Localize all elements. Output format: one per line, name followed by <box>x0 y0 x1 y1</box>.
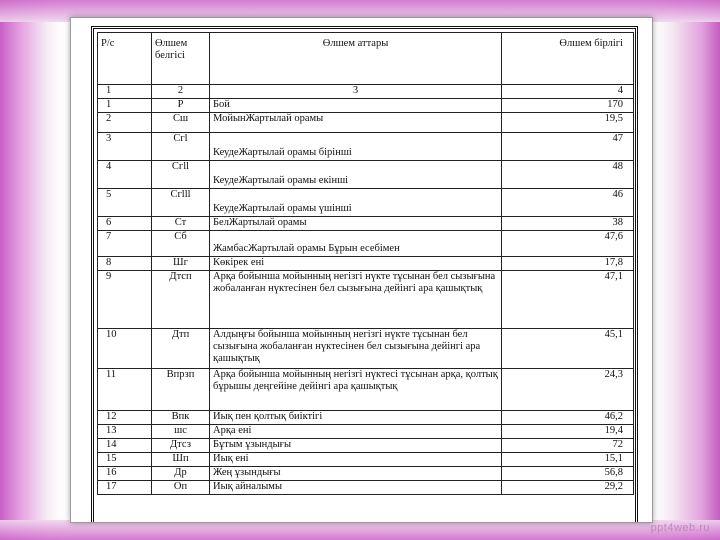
row-value: 56,8 <box>502 467 634 481</box>
row-value: 46,2 <box>502 411 634 425</box>
table-row <box>98 257 634 271</box>
row-value: 46 <box>502 189 634 217</box>
row-code: Впрзп <box>152 369 210 411</box>
header-name: Өлшем аттары <box>210 33 502 85</box>
row-code: Дтсп <box>152 271 210 329</box>
row-index: 14 <box>98 439 152 453</box>
row-index: 4 <box>98 161 152 189</box>
background-bottom-band <box>0 520 720 540</box>
row-value: 47,6 <box>502 231 634 257</box>
column-number: 3 <box>210 85 502 99</box>
row-index: 17 <box>98 481 152 495</box>
row-index: 16 <box>98 467 152 481</box>
header-code: Өлшем белгісі <box>152 33 210 85</box>
row-code: Р <box>152 99 210 113</box>
row-name: Алдыңғы бойынша мойынның негізгі нүкте тұсынан бел сызығына жобаланған нүктесінен бел сызығына дейінгі ара қашықтық <box>210 329 502 369</box>
column-number: 4 <box>502 85 634 99</box>
row-value: 47,1 <box>502 271 634 329</box>
column-number: 1 <box>98 85 152 99</box>
row-name: КеудеЖартылай орамы екінші <box>210 161 502 189</box>
table-row <box>98 113 634 133</box>
row-name: Бұтым ұзындығы <box>210 439 502 453</box>
header-unit: Өлшем бірлігі <box>502 33 634 85</box>
row-name: Иық пен қолтық биіктігі <box>210 411 502 425</box>
row-value: 48 <box>502 161 634 189</box>
row-name: МойынЖартылай орамы <box>210 113 502 133</box>
row-code: Впк <box>152 411 210 425</box>
row-code: Шг <box>152 257 210 271</box>
row-name: КеудеЖартылай орамы бірінші <box>210 133 502 161</box>
header-index: Р/с <box>98 33 152 85</box>
table-row <box>98 217 634 231</box>
row-code: Сб <box>152 231 210 257</box>
row-name: Арқа ені <box>210 425 502 439</box>
row-code: Ст <box>152 217 210 231</box>
row-value: 72 <box>502 439 634 453</box>
column-number: 2 <box>152 85 210 99</box>
row-value: 170 <box>502 99 634 113</box>
row-code: Сш <box>152 113 210 133</box>
table-header-row <box>98 33 634 85</box>
measurements-table <box>97 32 634 495</box>
row-code: шс <box>152 425 210 439</box>
row-code: Оп <box>152 481 210 495</box>
row-value: 29,2 <box>502 481 634 495</box>
row-code: Сгlll <box>152 189 210 217</box>
row-value: 38 <box>502 217 634 231</box>
row-index: 6 <box>98 217 152 231</box>
row-index: 9 <box>98 271 152 329</box>
table-row <box>98 161 634 189</box>
row-value: 24,3 <box>502 369 634 411</box>
row-name: Арқа бойынша мойынның негізгі нүкте тұсынан бел сызығына жобаланған нүктесінен бел сызығына дейінгі ара қашықтық <box>210 271 502 329</box>
row-code: Др <box>152 467 210 481</box>
slide <box>70 17 653 523</box>
row-name: Иық айналымы <box>210 481 502 495</box>
row-value: 19,4 <box>502 425 634 439</box>
column-number-row <box>98 85 634 99</box>
row-name: Арқа бойынша мойынның негізгі нүктесі тұсынан арқа, қолтық бұрышы деңгейіне дейінгі ара қашықтық <box>210 369 502 411</box>
row-index: 13 <box>98 425 152 439</box>
table-row <box>98 271 634 329</box>
row-index: 12 <box>98 411 152 425</box>
row-index: 5 <box>98 189 152 217</box>
table-row <box>98 99 634 113</box>
row-name: Иық ені <box>210 453 502 467</box>
row-index: 1 <box>98 99 152 113</box>
row-index: 15 <box>98 453 152 467</box>
table-row <box>98 439 634 453</box>
row-value: 47 <box>502 133 634 161</box>
row-name: Бой <box>210 99 502 113</box>
row-index: 10 <box>98 329 152 369</box>
table-row <box>98 467 634 481</box>
row-value: 17,8 <box>502 257 634 271</box>
row-index: 8 <box>98 257 152 271</box>
row-code: Сгll <box>152 161 210 189</box>
table-row <box>98 189 634 217</box>
row-code: Дтп <box>152 329 210 369</box>
credit-watermark: ppt4web.ru <box>650 522 710 534</box>
table-row <box>98 453 634 467</box>
row-name: Көкірек ені <box>210 257 502 271</box>
row-code: Дтсз <box>152 439 210 453</box>
row-name: ЖамбасЖартылай орамы Бұрын есебімен <box>210 231 502 257</box>
row-value: 15,1 <box>502 453 634 467</box>
table-row <box>98 481 634 495</box>
table-row <box>98 369 634 411</box>
row-code: Сгl <box>152 133 210 161</box>
table-row <box>98 425 634 439</box>
table-row <box>98 133 634 161</box>
row-index: 11 <box>98 369 152 411</box>
row-index: 3 <box>98 133 152 161</box>
row-name: БелЖартылай орамы <box>210 217 502 231</box>
row-code: Шп <box>152 453 210 467</box>
row-value: 45,1 <box>502 329 634 369</box>
table-frame <box>91 26 638 523</box>
row-name: КеудеЖартылай орамы үшінші <box>210 189 502 217</box>
row-value: 19,5 <box>502 113 634 133</box>
row-index: 7 <box>98 231 152 257</box>
table-row <box>98 329 634 369</box>
row-index: 2 <box>98 113 152 133</box>
table-row <box>98 411 634 425</box>
table-row <box>98 231 634 257</box>
row-name: Жең ұзындығы <box>210 467 502 481</box>
